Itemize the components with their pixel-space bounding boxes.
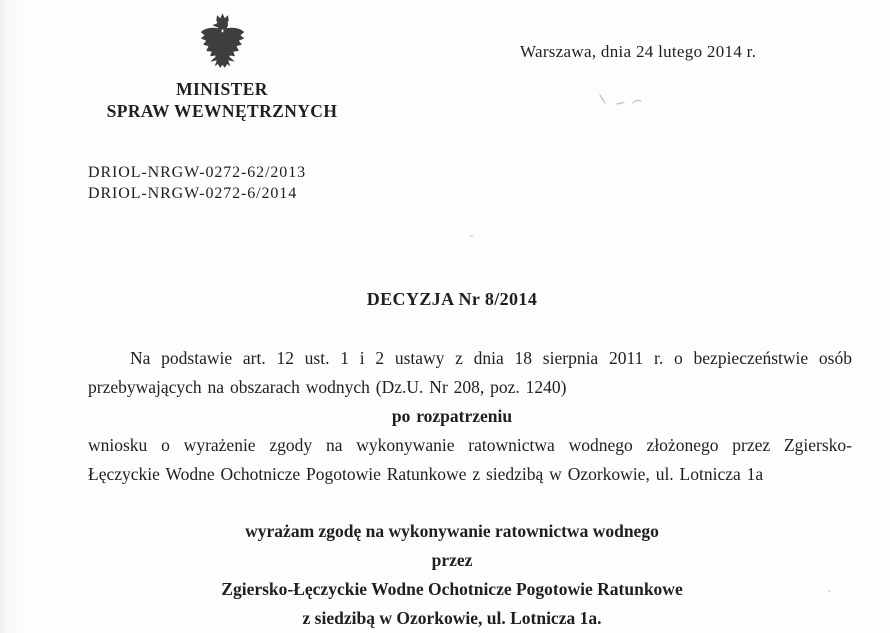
decision-line-1: wyrażam zgodę na wykonywanie ratownictwa wodnego (245, 521, 659, 541)
reference-number: DRIOL-NRGW-0272-6/2014 (88, 184, 298, 202)
letterhead-subtitle: SPRAW WEWNĘTRZNYCH (106, 101, 338, 121)
request-line-2: Łęczyckie Wodne Ochotnicze Pogotowie Ratunkowe z siedzibą w Ozorkowie, ul. Lotnicza 1a (88, 464, 764, 484)
date-line: Warszawa, dnia 24 lutego 2014 r. (520, 42, 757, 61)
letterhead (101, 12, 343, 123)
decision-line-2: przez (431, 550, 473, 570)
legal-basis-line-1: Na podstawie art. 12 ust. 1 i 2 ustawy z dnia 18 sierpnia 2011 r. o bezpieczeństwie osób (130, 348, 852, 368)
scan-speck (828, 590, 831, 592)
decision-line-4: z siedzibą w Ozorkowie, ul. Lotnicza 1a. (302, 608, 602, 628)
decision-statement (88, 517, 852, 633)
decision-line-3: Zgiersko-Łęczyckie Wodne Ochotnicze Pogotowie Ratunkowe (221, 579, 683, 599)
legal-basis-paragraph (88, 344, 852, 489)
letterhead-title: MINISTER (176, 79, 268, 99)
reference-number: DRIOL-NRGW-0272-62/2013 (88, 164, 307, 181)
request-line-1: wniosku o wyrażenie zgody na wykonywanie ratownictwa wodnego złożonego przez Zgiersko- (88, 435, 852, 455)
scan-speck (470, 235, 473, 237)
reference-numbers (88, 163, 306, 204)
pen-mark-artifact (593, 92, 655, 117)
document-body (88, 288, 852, 633)
polish-eagle-emblem-icon (199, 12, 246, 76)
legal-basis-line-2: przebywających na obszarach wodnych (Dz.U. Nr 208, poz. 1240) (88, 377, 567, 397)
after-review-heading: po rozpatrzeniu (391, 406, 513, 426)
document-title: DECYZJA Nr 8/2014 (366, 289, 538, 309)
